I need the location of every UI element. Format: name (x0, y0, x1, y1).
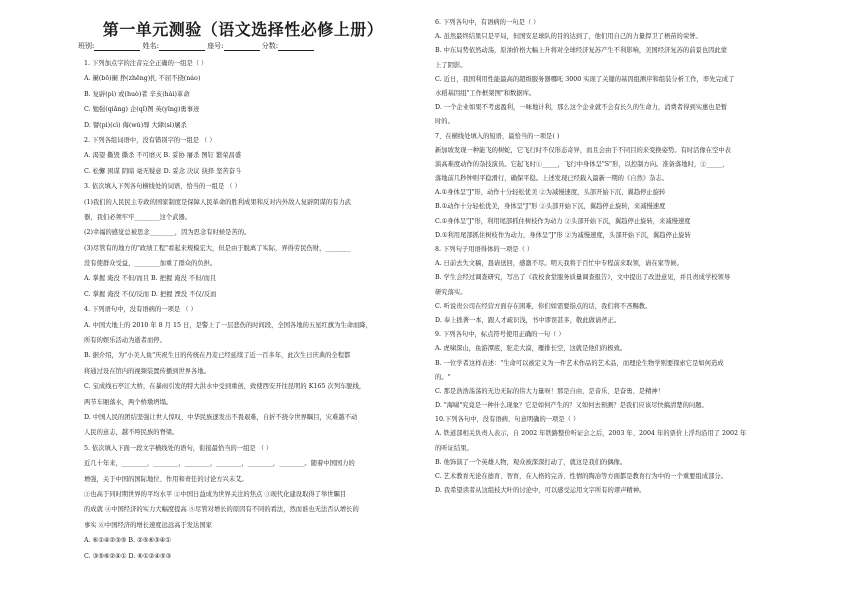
right-line: 演高难度动作的杂技演员。它起飞时①_____，飞行中身体呈"S"形，以控制方向。准备落地时，②_____， (435, 160, 729, 168)
score-label: 分数: (261, 42, 279, 51)
left-line: 2. 下列各组词语中，没有错别字的一组是 （ ） (84, 136, 216, 144)
right-line: 落地前几秒钟则平稳滑行，确保平稳。上述发现已经载入最新一期的《自然》杂志。 (435, 175, 668, 183)
left-line: 两节车厢落水，两个桥墩坍塌。 (84, 398, 173, 406)
right-line: C.①身体呈"J"形，利用尾部抓住树枝作为动力 ②头部开始下沉，翼趋停止旋转，来减慢速度 (435, 217, 691, 225)
student-info-line (78, 42, 408, 56)
left-line: 1. 下列加点字的注音完全正确的一组是（ ） (84, 60, 208, 67)
left-line: 事实 ⑥中国经济的增长速度远远高于发达国家 (84, 521, 212, 529)
left-line: 的成就 ④中国经济的实力大幅度提高 ⑤尽管对增长的原因有不同的看法，然而谁也无法否认增长的 (84, 506, 359, 514)
left-line: 近几十年来，________，________，________，________，________，________。随着中国国力的 (84, 460, 355, 468)
left-question-lines (78, 56, 408, 564)
left-line: 4. 下列语句中，没有语病的一项是 （ ） (84, 306, 197, 314)
right-line: C. 听说贵公司在经营方面存在困难，你们如需要指点的话，我们将不吝赐教。 (435, 302, 652, 310)
left-line: 器，我们必须牢牢________这个武器。 (84, 213, 192, 221)
class-label: 班别: (78, 42, 95, 51)
right-line: D. 一个企业如果不考虑盈利，一味地计利，那么这个企业就不会有长久的生命力，消费者得到实惠也是暂 (435, 104, 728, 112)
right-line: 的。" (435, 373, 451, 381)
left-line: A. 中国大地上的 2010 年 8 月 15 日，是警上了一层悲伤的时间段，全国各地的五星红旗为生命而降， (84, 321, 372, 329)
left-line: 将通过设在馆内的视频装置传播到世界各地。 (84, 367, 210, 375)
left-line: D. 譬(pì)(cì) 侮(wǔ)辱 大肆(sì)屠杀 (84, 121, 187, 129)
right-line: 9. 下列各句中，标点符号使用正确的一句（ ） (435, 331, 565, 339)
right-line: 时的。 (435, 118, 454, 126)
right-line: 研究落实。 (435, 288, 467, 296)
right-line: A.①身体呈"J"形，动作十分轻松优美 ②为减慢速度，头部开始下沉，翼趋停止旋转 (435, 189, 666, 197)
right-line: 水稻基因组"工作框架图"和数据库。 (435, 89, 536, 97)
right-line: A. 虎啸深山，鱼游潭底，驼走大漠，雁排长空，这就是他们的极致。 (435, 345, 627, 353)
right-line: A. 铁道部相关负责人表示，自 2002 年铁路整价听证会之后，2003 年、2004 年的票价上浮均沿用了 2002 年 (435, 430, 747, 438)
right-column (435, 16, 765, 498)
right-line: D. "海啸"究竟是一种什么现象？它是如何产生的？又如何去预测？是我们应该尽快搞清楚的问题。 (435, 402, 708, 410)
left-line: C. 掌握 淹没 不仅/反而 D. 把握 湮没 不仅/反而 (84, 290, 217, 298)
left-column (78, 16, 408, 564)
right-line: B.①动作十分轻松优美，身体呈"J"形 ②头部开始下沉，翼趋停止旋转，来减慢速度 (435, 203, 666, 211)
right-line: A. 虽然最终结果只是平局，但国安足球队的目的达到了，他们用自己的力量捍卫了梧苗的荣誉。 (435, 33, 702, 41)
left-line: 5. 依次填入下面一段文字横线处的语句，衔接最恰当的一组是 （ ） (84, 444, 273, 452)
left-line: (1)我们的人民民主专政的国家制度是保障人民革命的胜利成果和反对内外敌人复辟阴谋的有力武 (84, 198, 352, 206)
right-line: 8. 下列句子用语得体的一项是（ ） (435, 246, 534, 253)
left-line: B. 据介绍，为"小美人鱼"庆祝生日的传统在丹麦已经延续了近一百多年，此次生日庆典的全程都 (84, 352, 351, 360)
right-line: 的听证结果。 (435, 444, 473, 452)
right-question-lines (435, 16, 765, 498)
right-line: 6. 下列各句中，有语病的一句是（ ） (435, 19, 540, 26)
right-line: D. 我希望读者从这组枝大叶的讨论中，可以感受运用文字所有的谬声精神。 (435, 487, 646, 495)
right-line: C. 近日，我国利用性能最高的超级服务器哪吒 3000 实现了关键的基因组测序和组装分析工作，率先完成了 (435, 75, 735, 83)
right-line: A. 日前去失文稿，恳请送回，感激不尽。明天我将于百忙中专程前来取领，请在家等候。 (435, 260, 683, 268)
right-line: B. 学生会经过调查研究，写出了《我校食堂服务质量调查报告》，文中提出了改进意见，并且责成学校领导 (435, 274, 731, 282)
left-line: B. 复辟(pì) 或(huò)者 辛亥(hài)革命 (84, 90, 190, 98)
right-line: B. 一位学者这样表述："生命可以被定义为一件艺术作品的艺术品，而理论生物学则要探索它是如何造成 (435, 359, 724, 367)
right-line: 上了阴影。 (435, 61, 467, 69)
left-line: C. 勉强(qiǎng) 企(qǐ)图 英(yīng)勇事迹 (84, 106, 200, 114)
left-line: C. 松懈 困谋 阴暗 毫无疑意 D. 妥念 决议 抉择 坚苦奋斗 (84, 167, 242, 175)
left-line: (2)幸福的感觉总被思念________，因为思念有时候是苦的。 (84, 229, 251, 237)
left-line: A. 渴望 撕毁 撕杀 不可磨灭 B. 妥协 屠杀 图钉 繁荣昌盛 (84, 152, 242, 160)
left-line: A. 阑(bō)阑 挣(zhēng)扎 不屈不挠(náo) (84, 75, 201, 83)
left-line: (3)尽管有的地方的"政绩工程"看起来规模宏大，但是由于脱离了实际，弄得劳民伤财，________ (84, 244, 351, 252)
right-line: B. 他饰演了一个英雄人物，观众被深深打动了，就这是我们的偶像。 (435, 458, 627, 466)
name-label: 姓名: (142, 42, 159, 51)
right-line: D.①利用尾部抓住树枝作为动力，身体呈"J"形 ②为减慢速度，头部开始下沉，翼趋停止旋转 (435, 231, 691, 239)
left-line: 所有的娱乐活动为逝者而停。 (84, 337, 166, 345)
right-line: D. 奉上拙著一本，跟人才疏识浅，书中谬误甚多，敬此做请斧正。 (435, 316, 621, 324)
score-blank[interactable] (278, 42, 314, 51)
exam-title: 第一单元测验（语文选择性必修上册） (102, 20, 384, 39)
class-blank[interactable] (94, 42, 140, 51)
seat-blank[interactable] (224, 42, 260, 51)
left-line: A. 掌握 淹没 不但/而且 B. 把握 淹没 不但/而且 (84, 275, 217, 283)
right-line: 7、在横线处填入的短语，最恰当的一项是( ) (435, 132, 560, 140)
left-line: C. 宝成线石亭江大桥，在暴雨引发的特大洪水中受到重创，致使西安开往昆明的 K165 次列车脱线， (84, 383, 366, 391)
left-line: 没有使群众受益，________加重了群众的负担。 (84, 260, 217, 268)
left-line: ①也高于同时期世界的平均水平 ②中国日益成为世界关注的焦点 ③现代化建设取得了举世瞩目 (84, 490, 347, 498)
left-line: A. ⑥①④②③⑤ B. ②⑤⑥③④① (84, 537, 171, 545)
name-blank[interactable] (159, 42, 205, 51)
left-line: D. 中国人民的团结坚强让世人惊叹，中华民族逐发出不畏艰难，自折不挠令世界瞩目，灾难越不动 (84, 413, 358, 421)
right-line: 新加坡发现一种能飞的树蛇，它飞行时不仅形态奇异，而且会由于不同目的来变换姿势。有时活像在空中表 (435, 146, 731, 154)
left-line: C. ③⑤⑥②④① D. ⑥①②④⑤③ (84, 552, 172, 560)
left-line: 3. 依次填入下列各句横线处的词语，恰当的一组是 （ ） (84, 183, 241, 191)
left-line: 增强，关于中国的国际地位、作用和责任的讨论方兴未艾。 (84, 475, 248, 483)
right-line: C. 那是浩浩荡荡的无边无际的伟大力量呀！那是自由、是音乐、是奋勇、是精神！ (435, 387, 664, 395)
left-line: 人民的意志，越不垮民族的脊梁。 (84, 429, 179, 437)
right-line: B. 中东局势依然动荡，原油价格大幅上升将对全球经济复苏产生不利影响，美国经济复苏的前景也因此蒙 (435, 47, 727, 55)
seat-label: 座号: (207, 42, 224, 51)
right-line: 10.下列各句中，没有语病、句意明确的一项是（ ） (435, 416, 580, 424)
right-line: C. 艺术教育无论在德育、智育，在人格的完善、性情的陶冶等方面都是教育行为中的一个重要组成部分。 (435, 473, 727, 480)
